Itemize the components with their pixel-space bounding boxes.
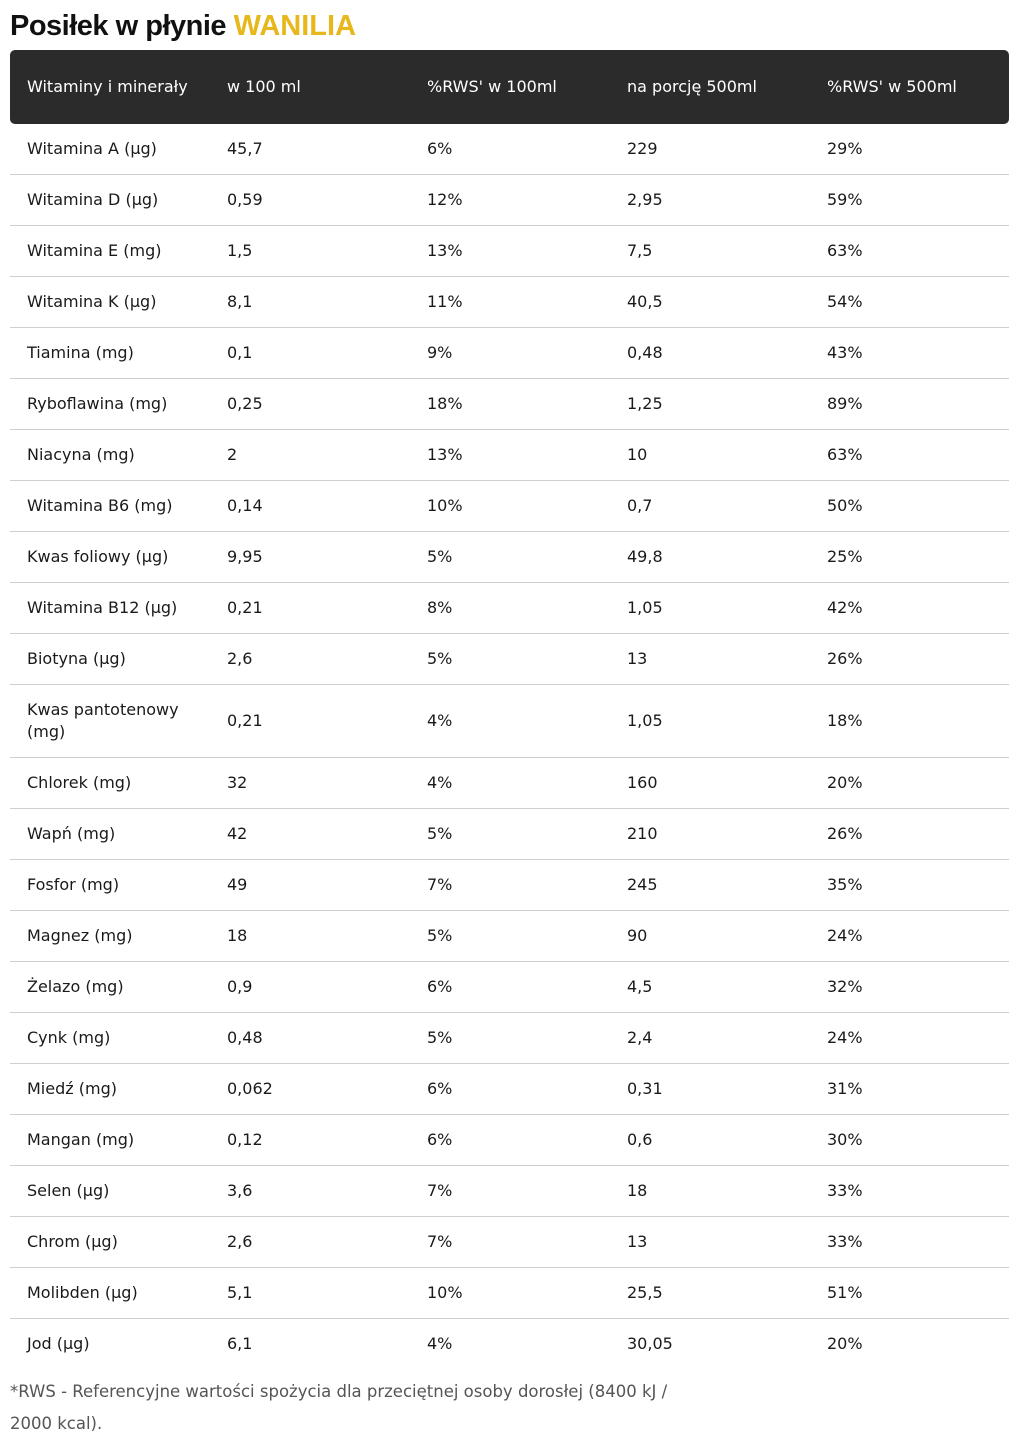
cell-rws-portion: 32% — [827, 977, 863, 996]
column-header-rws-portion: %RWS' w 500ml — [827, 77, 957, 96]
cell-rws-portion: 59% — [827, 190, 863, 209]
cell-per-100ml: 45,7 — [227, 139, 263, 158]
column-header-nutrient: Witaminy i minerały — [27, 77, 188, 96]
cell-nutrient: Witamina B6 (mg) — [27, 496, 173, 515]
cell-per-100ml: 0,1 — [227, 343, 253, 362]
cell-rws-portion: 25% — [827, 547, 863, 566]
cell-rws-portion: 51% — [827, 1283, 863, 1302]
cell-rws-100ml: 10% — [427, 496, 463, 515]
cell-nutrient: Wapń (mg) — [27, 824, 116, 843]
cell-per-100ml: 18 — [227, 926, 248, 945]
cell-nutrient: Kwas foliowy (µg) — [27, 547, 169, 566]
table-row — [10, 124, 1009, 175]
cell-per-100ml: 0,062 — [227, 1079, 273, 1098]
cell-rws-100ml: 9% — [427, 343, 453, 362]
cell-per-100ml: 0,25 — [227, 394, 263, 413]
cell-rws-100ml: 4% — [427, 711, 453, 730]
cell-per-100ml: 32 — [227, 773, 248, 792]
cell-nutrient: Miedź (mg) — [27, 1079, 117, 1098]
cell-rws-portion: 20% — [827, 773, 863, 792]
cell-nutrient: Magnez (mg) — [27, 926, 133, 945]
cell-per-portion: 13 — [627, 1232, 648, 1251]
cell-per-portion: 4,5 — [627, 977, 653, 996]
cell-nutrient: Witamina K (µg) — [27, 292, 157, 311]
cell-per-100ml: 2,6 — [227, 1232, 253, 1251]
table-row — [10, 634, 1009, 685]
cell-rws-100ml: 12% — [427, 190, 463, 209]
cell-nutrient: Cynk (mg) — [27, 1028, 111, 1047]
cell-per-100ml: 2 — [227, 445, 238, 464]
cell-per-100ml: 3,6 — [227, 1181, 253, 1200]
cell-rws-portion: 33% — [827, 1232, 863, 1251]
cell-per-portion: 0,48 — [627, 343, 663, 362]
cell-rws-portion: 54% — [827, 292, 863, 311]
cell-per-100ml: 42 — [227, 824, 248, 843]
title-flavor: WANILIA — [233, 10, 357, 42]
table-row — [10, 758, 1009, 809]
cell-nutrient: Tiamina (mg) — [27, 343, 134, 362]
cell-nutrient: Jod (µg) — [27, 1334, 90, 1353]
cell-rws-100ml: 5% — [427, 649, 453, 668]
cell-rws-portion: 50% — [827, 496, 863, 515]
cell-per-portion: 1,05 — [627, 598, 663, 617]
cell-per-portion: 7,5 — [627, 241, 653, 260]
cell-rws-100ml: 5% — [427, 824, 453, 843]
table-row — [10, 809, 1009, 860]
cell-rws-100ml: 13% — [427, 445, 463, 464]
cell-per-100ml: 0,21 — [227, 598, 263, 617]
cell-per-portion: 210 — [627, 824, 658, 843]
cell-rws-portion: 89% — [827, 394, 863, 413]
table-row — [10, 1064, 1009, 1115]
cell-nutrient: Fosfor (mg) — [27, 875, 120, 894]
table-row — [10, 1166, 1009, 1217]
table-row — [10, 1268, 1009, 1319]
cell-per-100ml: 1,5 — [227, 241, 253, 260]
cell-per-100ml: 5,1 — [227, 1283, 253, 1302]
cell-per-100ml: 49 — [227, 875, 248, 894]
table-row — [10, 175, 1009, 226]
cell-nutrient: Witamina B12 (µg) — [27, 598, 178, 617]
title-main: Posiłek w płynie — [10, 10, 234, 42]
cell-rws-portion: 26% — [827, 824, 863, 843]
cell-per-100ml: 0,59 — [227, 190, 263, 209]
cell-rws-100ml: 6% — [427, 139, 453, 158]
cell-nutrient: Kwas pantotenowy (mg) — [27, 700, 179, 741]
cell-per-portion: 18 — [627, 1181, 648, 1200]
cell-rws-100ml: 13% — [427, 241, 463, 260]
page-title — [10, 6, 356, 46]
cell-rws-portion: 31% — [827, 1079, 863, 1098]
table-row — [10, 1217, 1009, 1268]
cell-per-portion: 1,05 — [627, 711, 663, 730]
cell-rws-100ml: 5% — [427, 926, 453, 945]
cell-rws-portion: 26% — [827, 649, 863, 668]
cell-nutrient: Selen (µg) — [27, 1181, 110, 1200]
cell-rws-portion: 42% — [827, 598, 863, 617]
cell-rws-100ml: 4% — [427, 773, 453, 792]
cell-per-portion: 13 — [627, 649, 648, 668]
footnote: *RWS - Referencyjne wartości spożycia dla przeciętnej osoby dorosłej (8400 kJ / 2000 kcal). — [10, 1382, 668, 1433]
table-row — [10, 379, 1009, 430]
cell-rws-portion: 24% — [827, 926, 863, 945]
table-row — [10, 328, 1009, 379]
cell-per-100ml: 0,12 — [227, 1130, 263, 1149]
cell-rws-100ml: 4% — [427, 1334, 453, 1353]
table-row — [10, 685, 1009, 758]
cell-rws-100ml: 6% — [427, 1130, 453, 1149]
cell-nutrient: Mangan (mg) — [27, 1130, 135, 1149]
cell-rws-portion: 20% — [827, 1334, 863, 1353]
cell-nutrient: Niacyna (mg) — [27, 445, 135, 464]
cell-rws-portion: 63% — [827, 445, 863, 464]
cell-nutrient: Witamina E (mg) — [27, 241, 162, 260]
cell-per-100ml: 6,1 — [227, 1334, 253, 1353]
cell-per-100ml: 8,1 — [227, 292, 253, 311]
cell-rws-portion: 30% — [827, 1130, 863, 1149]
cell-rws-100ml: 7% — [427, 1181, 453, 1200]
column-header-per-portion: na porcję 500ml — [627, 77, 757, 96]
cell-rws-portion: 35% — [827, 875, 863, 894]
cell-per-portion: 245 — [627, 875, 658, 894]
column-header-per-100ml: w 100 ml — [227, 77, 301, 96]
cell-nutrient: Chrom (µg) — [27, 1232, 118, 1251]
cell-per-portion: 10 — [627, 445, 648, 464]
cell-rws-100ml: 18% — [427, 394, 463, 413]
cell-rws-portion: 63% — [827, 241, 863, 260]
cell-nutrient: Chlorek (mg) — [27, 773, 132, 792]
table-row — [10, 1319, 1009, 1369]
cell-nutrient: Ryboflawina (mg) — [27, 394, 168, 413]
cell-per-portion: 30,05 — [627, 1334, 673, 1353]
table-body — [10, 124, 1009, 1369]
table-row — [10, 277, 1009, 328]
cell-per-portion: 160 — [627, 773, 658, 792]
cell-nutrient: Żelazo (mg) — [27, 977, 124, 996]
table-row — [10, 226, 1009, 277]
cell-per-portion: 0,7 — [627, 496, 653, 515]
table-row — [10, 911, 1009, 962]
cell-per-portion: 2,4 — [627, 1028, 653, 1047]
cell-per-portion: 2,95 — [627, 190, 663, 209]
cell-per-portion: 40,5 — [627, 292, 663, 311]
cell-rws-portion: 24% — [827, 1028, 863, 1047]
cell-nutrient: Molibden (µg) — [27, 1283, 138, 1302]
cell-per-100ml: 0,21 — [227, 711, 263, 730]
cell-per-portion: 49,8 — [627, 547, 663, 566]
table-row — [10, 481, 1009, 532]
cell-rws-100ml: 5% — [427, 1028, 453, 1047]
cell-rws-100ml: 7% — [427, 1232, 453, 1251]
table-row — [10, 962, 1009, 1013]
cell-per-portion: 90 — [627, 926, 648, 945]
cell-rws-100ml: 7% — [427, 875, 453, 894]
table-row — [10, 430, 1009, 481]
cell-rws-100ml: 11% — [427, 292, 463, 311]
cell-per-portion: 229 — [627, 139, 658, 158]
cell-per-portion: 0,31 — [627, 1079, 663, 1098]
column-header-rws-100ml: %RWS' w 100ml — [427, 77, 557, 96]
cell-per-portion: 0,6 — [627, 1130, 653, 1149]
cell-per-100ml: 0,48 — [227, 1028, 263, 1047]
cell-rws-portion: 33% — [827, 1181, 863, 1200]
table-row — [10, 583, 1009, 634]
cell-per-100ml: 0,9 — [227, 977, 253, 996]
cell-rws-100ml: 6% — [427, 977, 453, 996]
cell-per-100ml: 9,95 — [227, 547, 263, 566]
table-row — [10, 860, 1009, 911]
cell-per-100ml: 2,6 — [227, 649, 253, 668]
cell-per-portion: 25,5 — [627, 1283, 663, 1302]
cell-rws-100ml: 5% — [427, 547, 453, 566]
cell-rws-portion: 18% — [827, 711, 863, 730]
table-row — [10, 532, 1009, 583]
table-header — [10, 50, 1009, 124]
cell-rws-100ml: 10% — [427, 1283, 463, 1302]
nutrition-table — [10, 50, 1009, 1369]
cell-rws-portion: 29% — [827, 139, 863, 158]
cell-per-100ml: 0,14 — [227, 496, 263, 515]
table-row — [10, 1013, 1009, 1064]
cell-rws-portion: 43% — [827, 343, 863, 362]
cell-rws-100ml: 6% — [427, 1079, 453, 1098]
cell-per-portion: 1,25 — [627, 394, 663, 413]
cell-rws-100ml: 8% — [427, 598, 453, 617]
cell-nutrient: Biotyna (µg) — [27, 649, 126, 668]
table-row — [10, 1115, 1009, 1166]
cell-nutrient: Witamina A (µg) — [27, 139, 157, 158]
cell-nutrient: Witamina D (µg) — [27, 190, 159, 209]
